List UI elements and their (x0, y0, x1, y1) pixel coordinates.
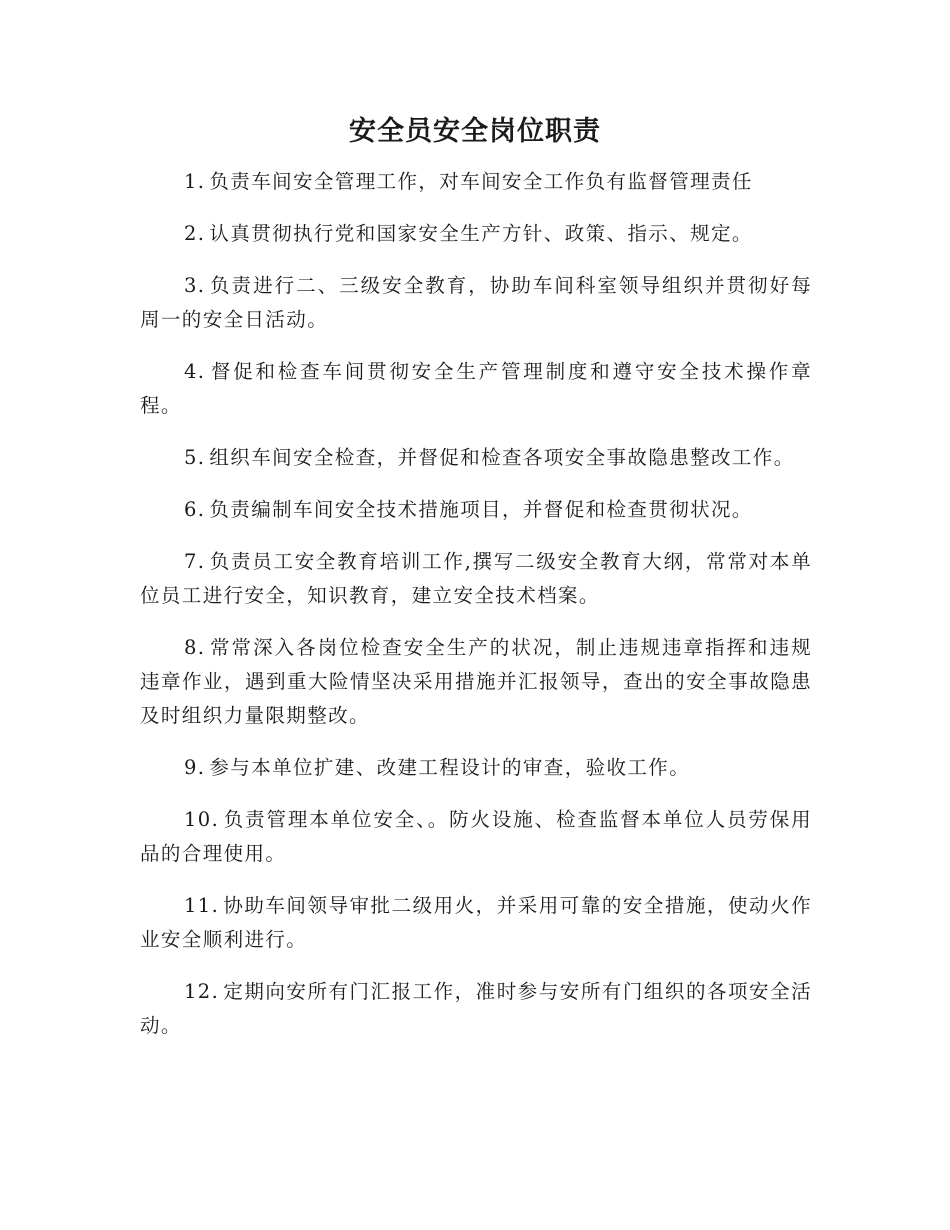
item-number: 2. (184, 222, 206, 245)
item-text: 负责员工安全教育培训工作,撰写二级安全教育大纲，常常对本单位员工进行安全，知识教育，建立安全技术档案。 (140, 550, 812, 607)
duty-list (140, 165, 812, 1061)
duty-item (140, 889, 812, 957)
item-number: 11. (184, 894, 220, 917)
item-text: 参与本单位扩建、改建工程设计的审查，验收工作。 (209, 756, 691, 779)
duty-item (140, 631, 812, 733)
duty-item (140, 975, 812, 1043)
duty-item (140, 217, 812, 251)
item-text: 常常深入各岗位检查安全生产的状况，制止违规违章指挥和违规违章作业，遇到重大险情坚决采用措施并汇报领导，查出的安全事故隐患及时组织力量限期整改。 (140, 636, 812, 727)
duty-item (140, 751, 812, 785)
duty-item (140, 269, 812, 337)
item-number: 10. (184, 808, 220, 831)
item-text: 负责管理本单位安全、。防火设施、检查监督本单位人员劳保用品的合理使用。 (140, 808, 812, 865)
item-number: 12. (184, 980, 220, 1003)
item-text: 组织车间安全检查，并督促和检查各项安全事故隐患整改工作。 (209, 446, 795, 469)
item-number: 7. (184, 550, 206, 573)
duty-item (140, 493, 812, 527)
duty-item (140, 803, 812, 871)
duty-item (140, 355, 812, 423)
item-number: 8. (184, 636, 206, 659)
item-number: 1. (184, 170, 206, 193)
item-text: 负责编制车间安全技术措施项目，并督促和检查贯彻状况。 (209, 498, 753, 521)
item-number: 5. (184, 446, 206, 469)
document-title: 安全员安全岗位职责 (349, 116, 601, 147)
item-text: 协助车间领导审批二级用火，并采用可靠的安全措施，使动火作业安全顺利进行。 (140, 894, 812, 951)
item-number: 6. (184, 498, 206, 521)
item-text: 负责车间安全管理工作，对车间安全工作负有监督管理责任 (209, 170, 753, 193)
item-number: 4. (184, 360, 206, 383)
item-text: 定期向安所有门汇报工作，准时参与安所有门组织的各项安全活动。 (140, 980, 812, 1037)
duty-item (140, 441, 812, 475)
duty-item (140, 165, 812, 199)
item-number: 3. (184, 274, 206, 297)
item-text: 督促和检查车间贯彻安全生产管理制度和遵守安全技术操作章程。 (140, 360, 812, 417)
item-text: 负责进行二、三级安全教育，协助车间科室领导组织并贯彻好每周一的安全日活动。 (140, 274, 812, 331)
item-number: 9. (184, 756, 206, 779)
duty-item (140, 545, 812, 613)
item-text: 认真贯彻执行党和国家安全生产方针、政策、指示、规定。 (209, 222, 753, 245)
